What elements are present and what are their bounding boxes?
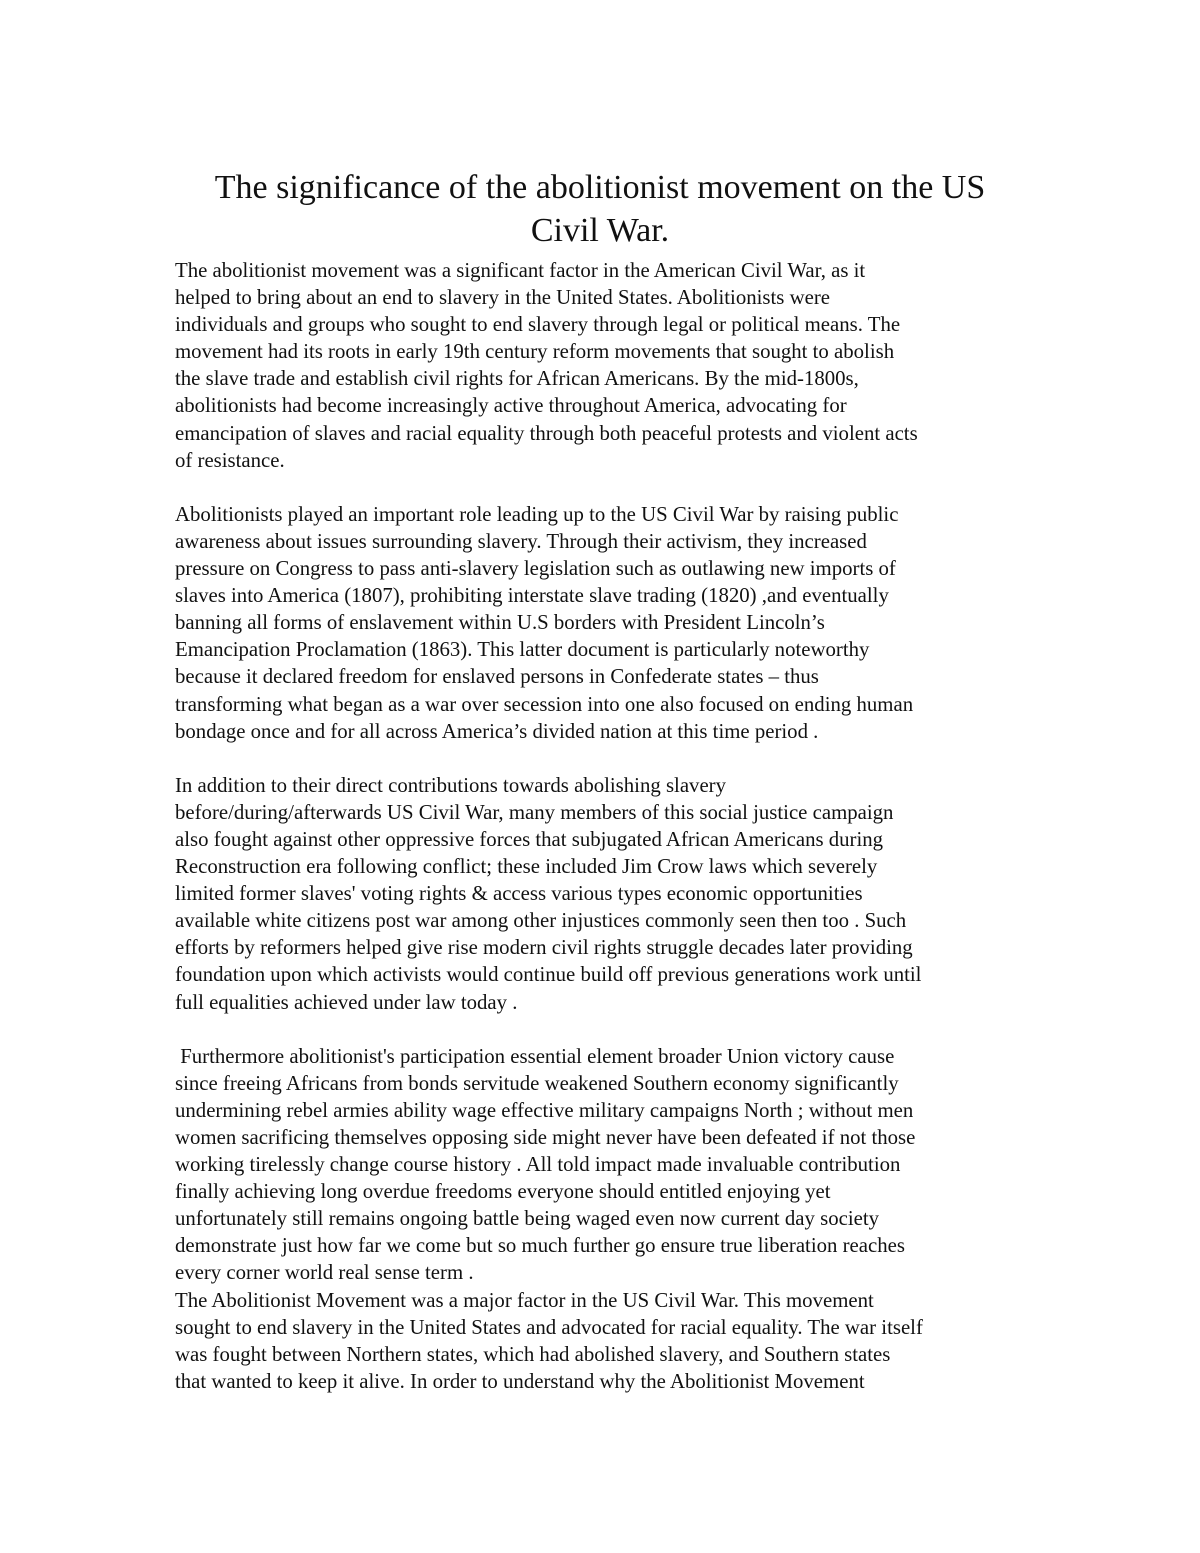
text-line: full equalities achieved under law today . xyxy=(175,990,518,1014)
text-line: limited former slaves' voting rights & access various types economic opportunities xyxy=(175,882,863,906)
text-line: since freeing Africans from bonds servitude weakened Southern economy significantly xyxy=(175,1071,899,1095)
text-line: finally achieving long overdue freedoms everyone should entitled enjoying yet xyxy=(175,1180,831,1204)
text-line: banning all forms of enslavement within U.S borders with President Lincoln’s xyxy=(175,611,825,635)
paragraph-gap xyxy=(175,1016,1045,1043)
paragraph xyxy=(175,772,1045,1016)
text-line: that wanted to keep it alive. In order to understand why the Abolitionist Movement xyxy=(175,1369,865,1393)
paragraph xyxy=(175,1043,1045,1395)
text-line: helped to bring about an end to slavery in the United States. Abolitionists were xyxy=(175,286,830,310)
text-line: awareness about issues surrounding slavery. Through their activism, they increased xyxy=(175,529,867,553)
text-line: Abolitionists played an important role leading up to the US Civil War by raising public xyxy=(175,502,899,526)
document-body xyxy=(175,257,1045,1395)
document-title xyxy=(150,166,1050,252)
paragraph-gap xyxy=(175,474,1045,501)
text-line: sought to end slavery in the United States and advocated for racial equality. The war itself xyxy=(175,1315,923,1339)
text-line: every corner world real sense term . xyxy=(175,1261,474,1285)
text-line: slaves into America (1807), prohibiting interstate slave trading (1820) ,and eventually xyxy=(175,584,889,608)
title-line: Civil War. xyxy=(530,212,670,249)
text-line: The abolitionist movement was a significant factor in the American Civil War, as it xyxy=(175,259,866,282)
text-line: pressure on Congress to pass anti-slavery legislation such as outlawing new imports of xyxy=(175,557,896,581)
text-line: also fought against other oppressive forces that subjugated African Americans during xyxy=(175,827,884,851)
title-line: The significance of the abolitionist movement on the US xyxy=(214,169,986,206)
text-line: emancipation of slaves and racial equality through both peaceful protests and violent acts xyxy=(175,421,918,445)
text-line: movement had its roots in early 19th century reform movements that sought to abolish xyxy=(175,340,895,364)
text-line: women sacrificing themselves opposing side might never have been defeated if not those xyxy=(175,1126,916,1149)
text-line: bondage once and for all across America’s divided nation at this time period . xyxy=(175,719,819,743)
text-line: before/during/afterwards US Civil War, many members of this social justice campaign xyxy=(175,800,894,824)
paragraph-gap xyxy=(175,745,1045,772)
text-line: In addition to their direct contributions towards abolishing slavery xyxy=(175,773,727,797)
text-line: the slave trade and establish civil rights for African Americans. By the mid-1800s, xyxy=(175,367,859,391)
paragraph xyxy=(175,501,1045,745)
text-line: because it declared freedom for enslaved persons in Confederate states – thus xyxy=(175,665,819,689)
text-line: foundation upon which activists would continue build off previous generations work until xyxy=(175,963,922,987)
paragraph xyxy=(175,257,1045,474)
text-line: working tirelessly change course history . All told impact made invaluable contribution xyxy=(175,1153,901,1177)
text-line: Emancipation Proclamation (1863). This latter document is particularly noteworthy xyxy=(175,638,870,662)
text-line: demonstrate just how far we come but so much further go ensure true liberation reaches xyxy=(175,1234,905,1258)
text-line: available white citizens post war among other injustices commonly seen then too . Such xyxy=(175,909,907,933)
text-line: individuals and groups who sought to end slavery through legal or political means. The xyxy=(175,313,901,337)
text-line: Reconstruction era following conflict; these included Jim Crow laws which severely xyxy=(175,855,878,879)
text-line: was fought between Northern states, which had abolished slavery, and Southern states xyxy=(175,1342,891,1366)
text-line: Furthermore abolitionist's participation essential element broader Union victory cause xyxy=(175,1044,895,1068)
text-line: transforming what began as a war over secession into one also focused on ending human xyxy=(175,692,914,716)
text-line: The Abolitionist Movement was a major factor in the US Civil War. This movement xyxy=(175,1288,874,1312)
text-line: abolitionists had become increasingly active throughout America, advocating for xyxy=(175,394,847,418)
text-line: unfortunately still remains ongoing battle being waged even now current day society xyxy=(175,1207,880,1231)
text-line: undermining rebel armies ability wage effective military campaigns North ; without men xyxy=(175,1098,914,1122)
text-line: efforts by reformers helped give rise modern civil rights struggle decades later providing xyxy=(175,936,913,960)
text-line: of resistance. xyxy=(175,448,285,472)
